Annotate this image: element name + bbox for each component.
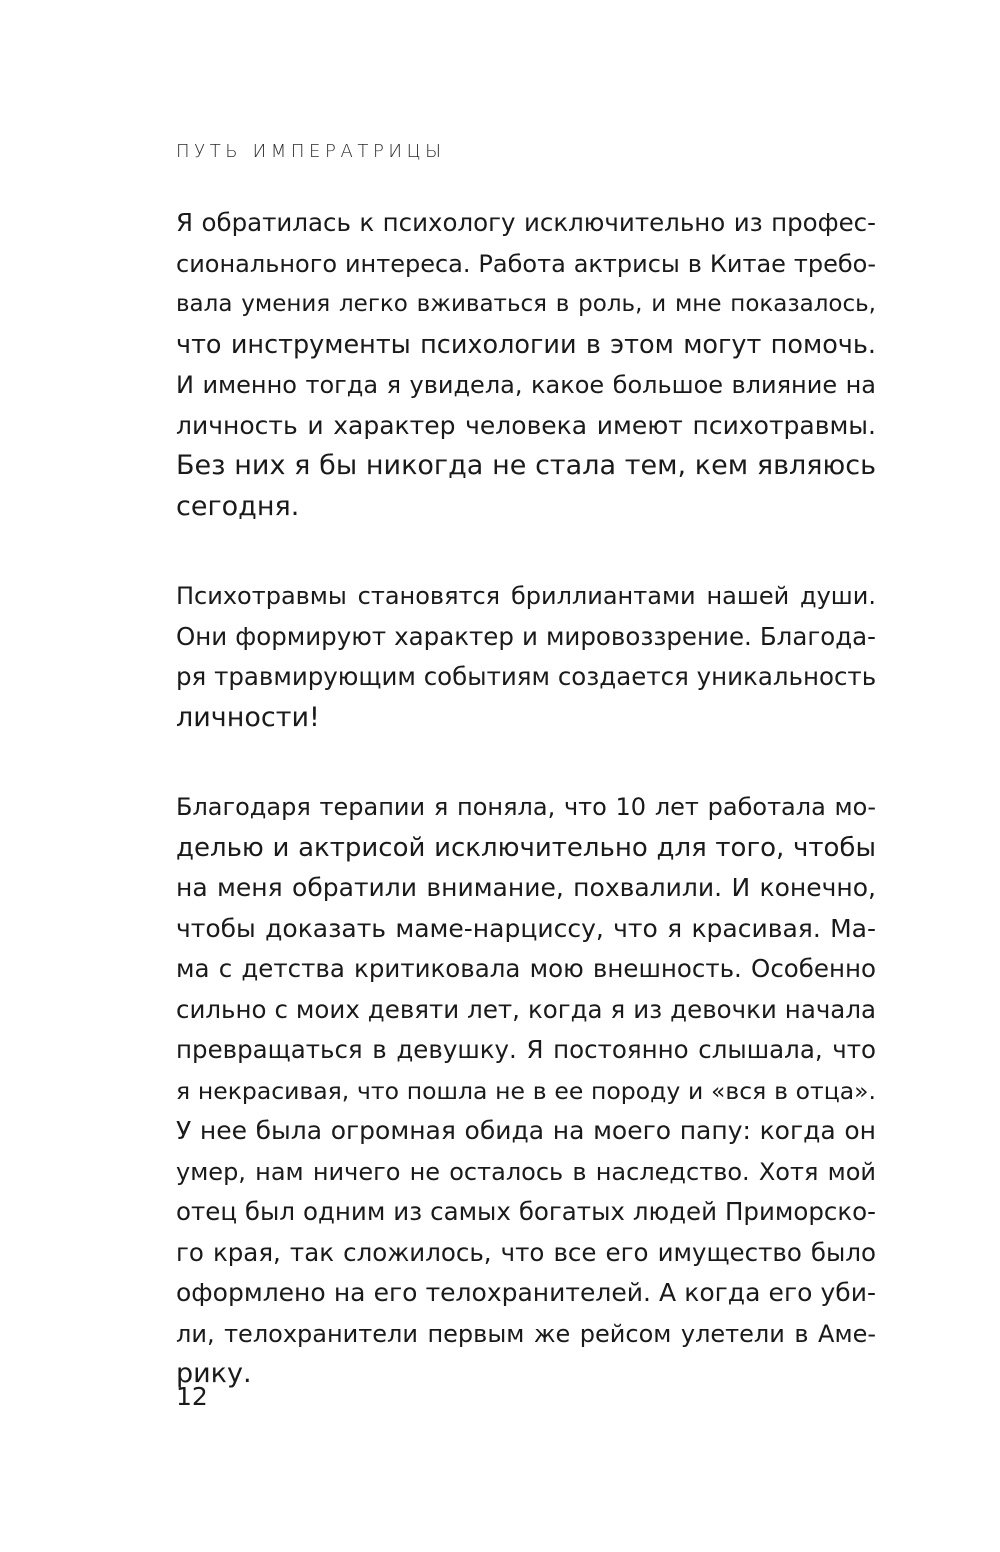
text-line: Я обратилась к психологу исключительно из профес- (176, 208, 876, 237)
text-line: ря травмирующим событиям создается уникальность (176, 662, 877, 691)
text-line: делью и актрисой исключительно для того, чтобы (176, 832, 876, 863)
text-line: я некрасивая, что пошла не в ее породу и «вся в отца». (176, 1076, 876, 1105)
text-line: отец был одним из самых богатых людей Приморско- (176, 1197, 876, 1226)
paragraph (176, 576, 876, 738)
paragraph (176, 203, 876, 527)
text-line: сильно с моих девяти лет, когда я из девочки начала (176, 994, 876, 1024)
text-line: го края, так сложилось, что все его имущество было (176, 1237, 876, 1267)
text-line: ма с детства критиковала мою внешность. Особенно (176, 954, 876, 983)
text-line: вала умения легко вживаться в роль, и мне показалось, (176, 291, 876, 317)
text-line: У нее была огромная обида на моего папу: когда он (176, 1116, 876, 1145)
text-line: превращаться в девушку. Я постоянно слышала, что (176, 1035, 876, 1064)
text-line: Психотравмы становятся бриллиантами нашей души. (176, 582, 876, 610)
body-text (176, 203, 876, 1395)
text-line: личность и характер человека имеют психотравмы. (176, 410, 876, 440)
text-line: Без них я бы никогда не стала тем, кем являюсь (176, 450, 876, 481)
text-line: Они формируют характер и мировоззрение. Благода- (176, 621, 876, 651)
text-line: оформлено на его телохранителей. А когда его уби- (176, 1278, 876, 1307)
text-line: сионального интереса. Работа актрисы в Китае требо- (176, 249, 876, 278)
running-head: ПУТЬ ИМПЕРАТРИЦЫ (176, 141, 446, 162)
page-number: 12 (176, 1382, 208, 1411)
text-line: личности! (176, 701, 320, 733)
text-line: что инструменты психологии в этом могут помочь. (176, 329, 876, 360)
text-line: на меня обратили внимание, похвалили. И конечно, (176, 873, 876, 902)
paragraph (176, 787, 876, 1395)
text-line: умер, нам ничего не осталось в наследство. Хотя мой (176, 1157, 876, 1186)
text-line: чтобы доказать маме-нарциссу, что я красивая. Ма- (176, 913, 876, 943)
text-line: сегодня. (176, 490, 300, 522)
text-line: рику. (176, 1358, 252, 1389)
text-line: ли, телохранители первым же рейсом улетели в Аме- (176, 1319, 876, 1348)
text-line: Благодаря терапии я поняла, что 10 лет работала мо- (176, 793, 876, 821)
text-line: И именно тогда я увидела, какое большое влияние на (176, 371, 876, 399)
